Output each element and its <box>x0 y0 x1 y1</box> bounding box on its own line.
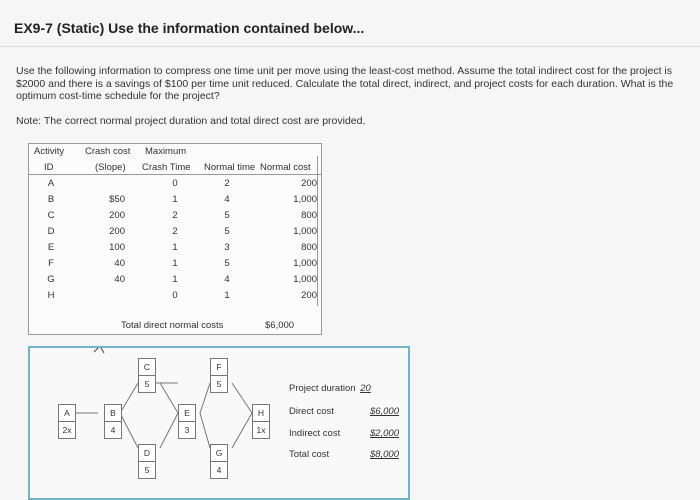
indirect-value: $2,000 <box>369 428 399 439</box>
row-slope: $50 <box>109 194 125 205</box>
row-normal-cost: 200 <box>301 178 317 189</box>
row-normal-cost: 800 <box>301 242 317 253</box>
row-normal-time: 2 <box>224 178 230 189</box>
title-divider <box>0 46 700 47</box>
row-activity-id: E <box>47 242 55 253</box>
total-label: Total direct normal costs <box>121 320 224 331</box>
header-slope: (Slope) <box>95 162 126 173</box>
right-col-rule <box>317 156 318 306</box>
node-a-label: A <box>58 404 76 421</box>
node-b-duration: 4 <box>104 421 122 439</box>
node-h-label: H <box>252 404 270 421</box>
node-c-label: C <box>138 358 156 375</box>
header-id: ID <box>44 162 54 173</box>
row-crash-time: 1 <box>172 274 178 285</box>
header-activity: Activity <box>34 146 65 157</box>
node-g-label: G <box>210 444 228 461</box>
row-normal-cost: 1,000 <box>293 194 317 205</box>
row-crash-time: 1 <box>172 258 178 269</box>
row-crash-time: 2 <box>172 210 178 221</box>
row-activity-id: A <box>47 178 55 189</box>
duration-label: Project duration <box>289 383 356 394</box>
row-normal-time: 4 <box>224 194 230 205</box>
indirect-label: Indirect cost <box>289 428 341 439</box>
node-d-duration: 5 <box>138 461 156 479</box>
row-normal-cost: 1,000 <box>293 274 317 285</box>
header-maximum: Maximum <box>145 146 187 157</box>
node-f-duration: 5 <box>210 375 228 393</box>
header-crash-time: Crash Time <box>142 162 191 173</box>
node-c-duration: 5 <box>138 375 156 393</box>
direct-label: Direct cost <box>289 406 334 417</box>
network-diagram <box>28 346 410 500</box>
row-slope: 40 <box>114 258 125 269</box>
node-d-label: D <box>138 444 156 461</box>
row-crash-time: 1 <box>172 194 178 205</box>
row-activity-id: H <box>47 290 55 301</box>
direct-value: $6,000 <box>369 406 399 417</box>
header-normal-cost: Normal cost <box>260 162 311 173</box>
row-slope: 200 <box>109 210 125 221</box>
direct-row <box>289 406 399 417</box>
node-a-duration: 2x <box>58 421 76 439</box>
row-normal-time: 4 <box>224 274 230 285</box>
duration-value: 20 <box>360 383 371 394</box>
page-title: EX9-7 (Static) Use the information contained below... <box>14 20 365 36</box>
header-rule <box>29 174 321 175</box>
row-normal-time: 5 <box>224 226 230 237</box>
row-crash-time: 0 <box>172 290 178 301</box>
row-activity-id: B <box>47 194 55 205</box>
row-activity-id: D <box>47 226 55 237</box>
node-b-label: B <box>104 404 122 421</box>
row-normal-time: 1 <box>224 290 230 301</box>
instructions-text: Use the following information to compress one time unit per move using the least-cost method. Assume the total indirect cost for the project is $2000 and there is a savings of $100 per time unit reduced. Calculate the total direct, indirect, and project costs for each duration. What is the optimum cost-time schedule for the project? <box>16 65 674 102</box>
node-h-duration: 1x <box>252 421 270 439</box>
row-activity-id: G <box>47 274 55 285</box>
row-crash-time: 2 <box>172 226 178 237</box>
header-crash-cost: Crash cost <box>85 146 131 157</box>
row-activity-id: C <box>47 210 55 221</box>
row-normal-cost: 1,000 <box>293 226 317 237</box>
header-normal-time: Normal time <box>204 162 256 173</box>
total-value: $6,000 <box>265 320 295 331</box>
total-row <box>289 449 399 460</box>
row-normal-time: 3 <box>224 242 230 253</box>
node-f-label: F <box>210 358 228 375</box>
row-slope: 100 <box>109 242 125 253</box>
row-normal-time: 5 <box>224 210 230 221</box>
row-normal-time: 5 <box>224 258 230 269</box>
row-normal-cost: 800 <box>301 210 317 221</box>
node-e-label: E <box>178 404 196 421</box>
row-activity-id: F <box>48 258 54 269</box>
activity-table <box>28 143 322 335</box>
row-crash-time: 0 <box>172 178 178 189</box>
total-cost-value: $8,000 <box>369 449 399 460</box>
note-text: Note: The correct normal project duration and total direct cost are provided. <box>16 115 366 127</box>
row-slope: 40 <box>114 274 125 285</box>
indirect-row <box>289 428 399 439</box>
total-cost-label: Total cost <box>289 449 330 460</box>
row-normal-cost: 1,000 <box>293 258 317 269</box>
duration-row <box>289 383 371 394</box>
row-normal-cost: 200 <box>301 290 317 301</box>
row-crash-time: 1 <box>172 242 178 253</box>
row-slope: 200 <box>109 226 125 237</box>
node-e-duration: 3 <box>178 421 196 439</box>
node-g-duration: 4 <box>210 461 228 479</box>
